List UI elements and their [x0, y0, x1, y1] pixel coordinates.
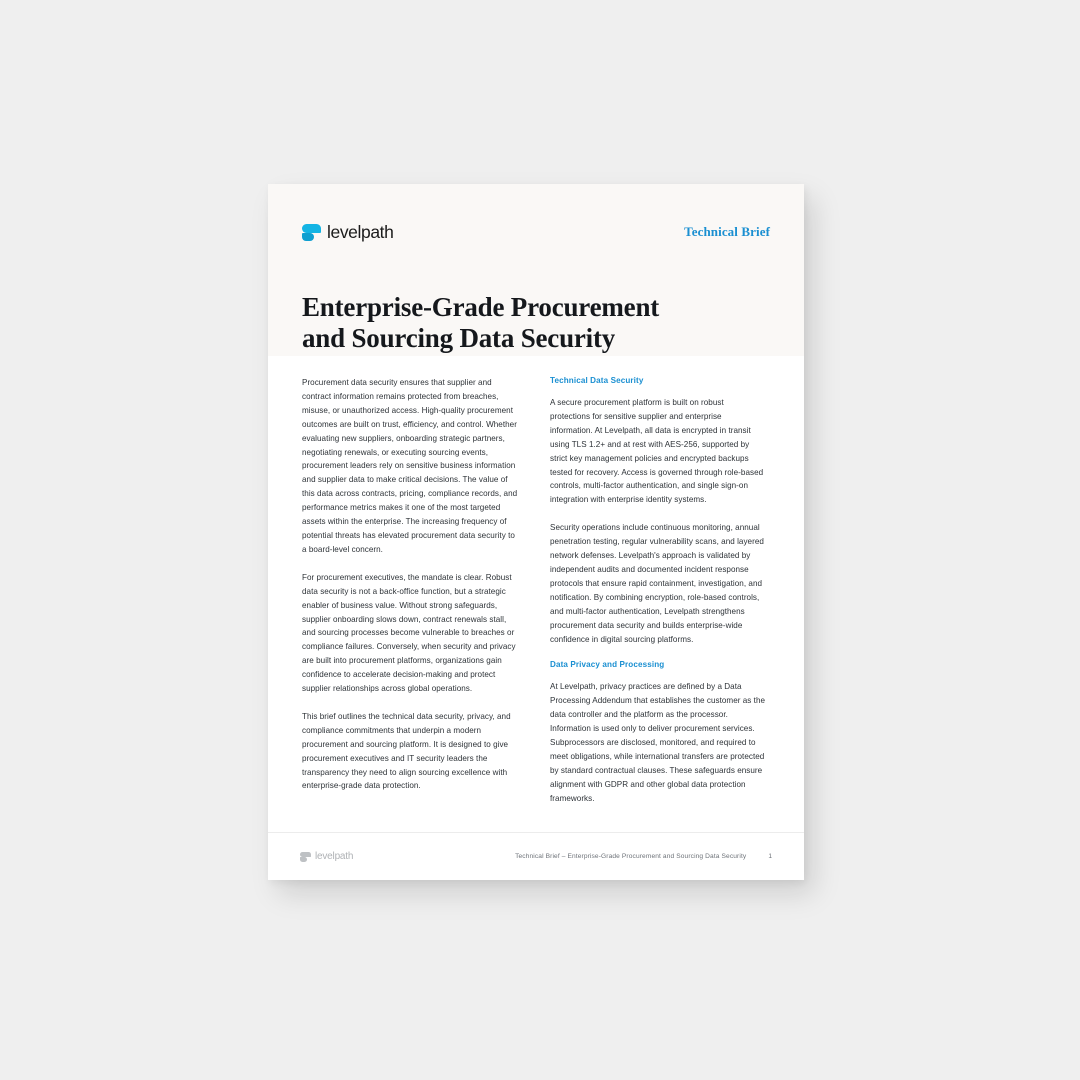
left-paragraph-2: For procurement executives, the mandate is clear. Robust data security is not a back-office function, but a strategic enabler of business value. Without strong safeguards, supplier onboarding slows down, contract renewals stall, and sourcing processes become vulnerable to breaches or compliance failures. Conversely, when security and privacy are built into procurement platforms, organizations gain confidence to accelerate decision-making and protect supplier relationships across global operations. — [302, 572, 516, 694]
document-kicker: Technical Brief — [684, 224, 770, 239]
page-title-line-1: Enterprise-Grade Procurement — [302, 292, 660, 323]
footer-note: Technical Brief – Enterprise-Grade Procurement and Sourcing Data Security — [515, 853, 747, 860]
document-page — [268, 184, 804, 880]
right-paragraph-3: At Levelpath, privacy practices are defined by a Data Processing Addendum that establishes the customer as the data controller and the platform as the processor. Information is used only to deliver procurement services. Subprocessors are disclosed, monitored, and required to meet obligations, while international transfers are protected by standard contractual clauses. These safeguards ensure alignment with GDPR and other global data protection frameworks. — [550, 682, 766, 803]
levelpath-logo — [302, 222, 393, 243]
document-footer — [268, 832, 804, 880]
document-body — [302, 376, 774, 820]
left-paragraph-1: Procurement data security ensures that supplier and contract information remains protected from breaches, misuse, or unauthorized access. High-quality procurement outcomes are built on trust, efficiency, and control. Whether evaluating new suppliers, onboarding strategic partners, negotiating renewals, or executing sourcing events, procurement leaders rely on sensitive business information and supplier data to make critical decisions. The value of this data across contracts, pricing, compliance records, and performance metrics makes it one of the most targeted assets within the enterprise. The increasing frequency of potential threats has elevated procurement data security to a board-level concern. — [302, 378, 518, 554]
footer-page-number: 1 — [768, 853, 772, 860]
page-title — [302, 292, 764, 353]
left-paragraph-3: This brief outlines the technical data security, privacy, and compliance commitments that underpin a modern procurement and sourcing platform. It is designed to give procurement executives and IT security leaders the transparency they need to align sourcing excellence with enterprise-grade data protection. — [302, 711, 511, 791]
footer-leaf-icon — [300, 851, 311, 862]
footer-right-group — [515, 853, 772, 860]
section-heading-technical-data-security: Technical Data Security — [550, 376, 644, 385]
page-title-line-2: and Sourcing Data Security — [302, 322, 616, 353]
brand-wordmark: levelpath — [327, 221, 394, 242]
footer-logo — [300, 851, 353, 862]
right-paragraph-1: A secure procurement platform is built on robust protections for sensitive supplier and enterprise information. At Levelpath, all data is encrypted in transit using TLS 1.2+ and at rest with AES-256, supported by strict key management policies and encrypted backups tested for recovery. Access is governed through role-based controls, multi-factor authentication, and single sign-on integration with enterprise identity systems. — [550, 398, 764, 505]
section-heading-data-privacy-and-processing: Data Privacy and Processing — [550, 660, 665, 670]
right-paragraph-2: Security operations include continuous monitoring, annual penetration testing, regular vulnerability scans, and layered network defenses. Levelpath's approach is validated by independent audits and documented incident response protocols that ensure rapid containment, investigation, and notification. By combining encryption, role-based controls, and multi-factor authentication, Levelpath strengthens procurement data security and builds enterprise-wide confidence in digital sourcing platforms. — [550, 523, 764, 644]
left-column — [302, 376, 518, 820]
document-header-row — [302, 217, 770, 247]
levelpath-leaf-icon — [302, 223, 321, 242]
right-column — [550, 376, 766, 820]
footer-wordmark: levelpath — [315, 851, 354, 862]
